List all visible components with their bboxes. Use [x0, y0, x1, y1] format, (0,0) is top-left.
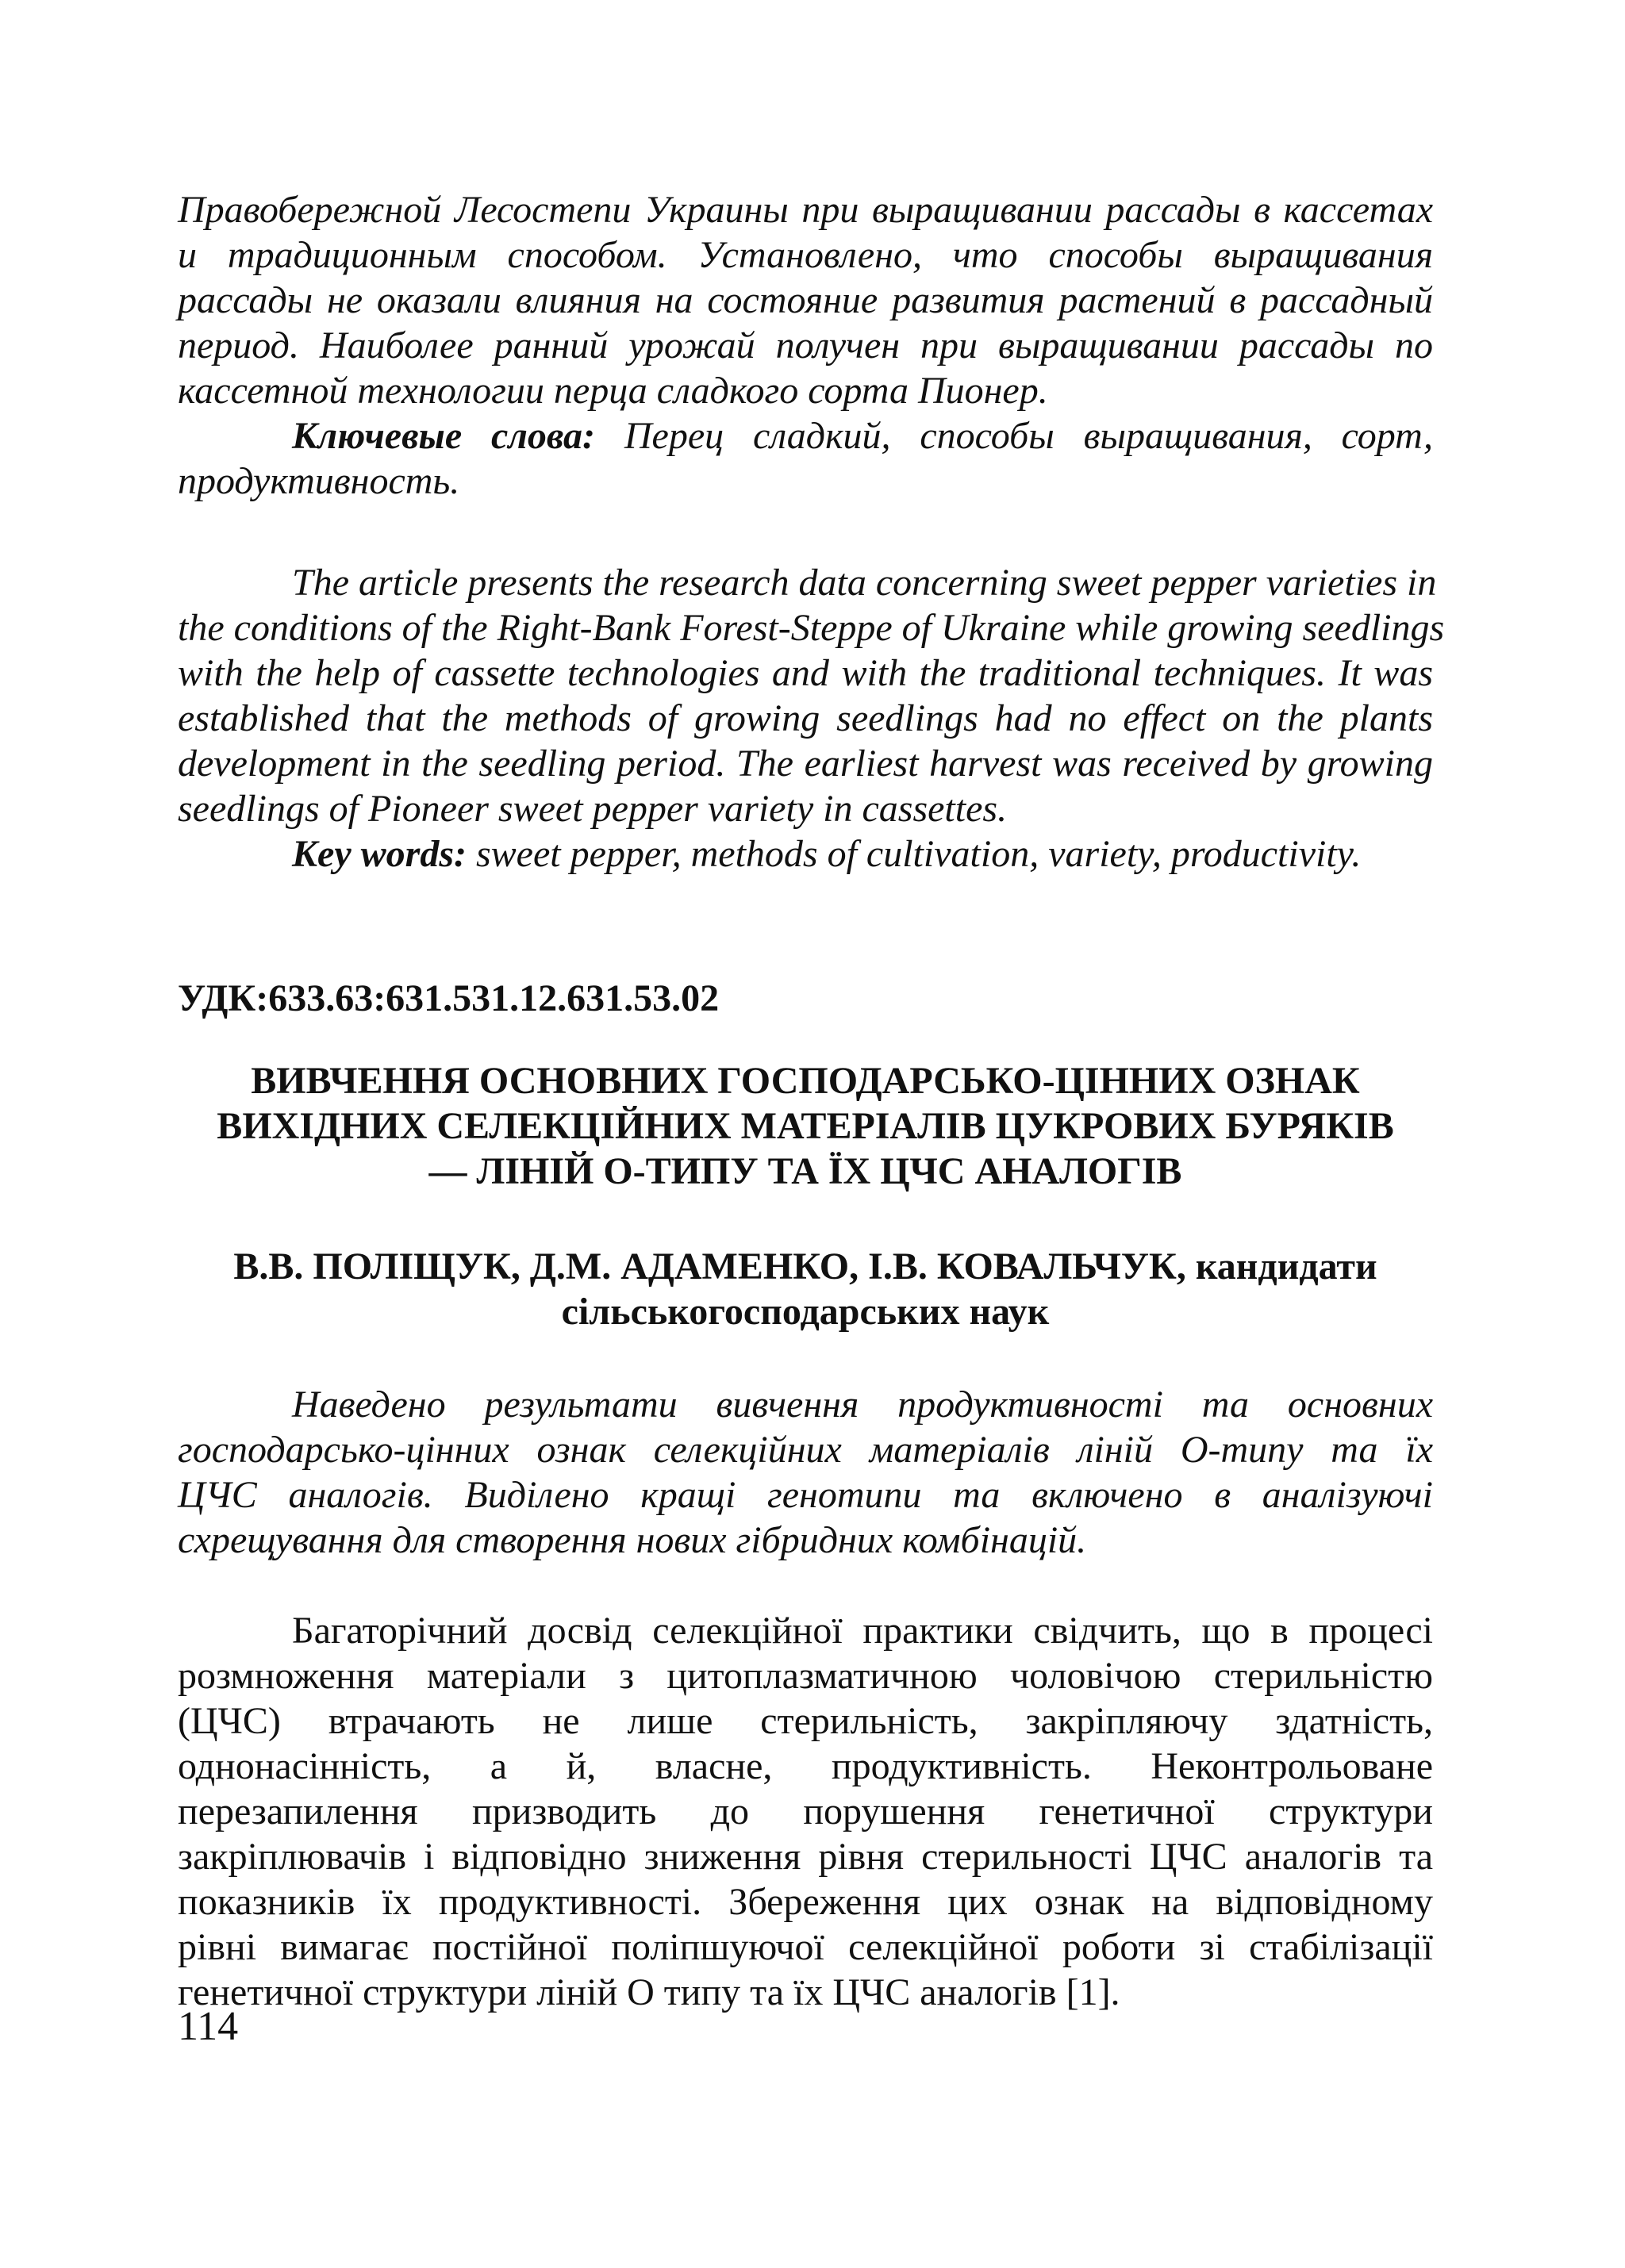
authors-line: сільськогосподарських наук [561, 1291, 1050, 1333]
ru-abstract-line: Правобережной Лесостепи Украины при выращивании рассады в кассетах [178, 189, 1433, 231]
en-abstract-line: seedlings of Pioneer sweet pepper variety in cassettes. [178, 788, 1008, 830]
ru-keywords-continuation: продуктивность. [178, 460, 460, 502]
ua-abstract-line: господарсько-цінних ознак селекційних матеріалів ліній О-типу та їх [178, 1429, 1433, 1471]
article-title-line: — ЛІНІЙ О-ТИПУ ТА ЇХ ЦЧС АНАЛОГІВ [428, 1150, 1182, 1192]
ua-abstract [178, 1382, 1433, 1563]
ru-abstract-line: период. Наиболее ранний урожай получен при выращивании рассады по [178, 324, 1433, 366]
body-line: розмноження матеріали з цитоплазматичною чоловічою стерильністю [178, 1655, 1433, 1697]
ua-abstract-line: ЦЧС аналогів. Виділено кращі генотипи та включено в аналізуючі [178, 1474, 1433, 1516]
ru-abstract-line: и традиционным способом. Установлено, что способы выращивания [178, 234, 1433, 276]
ru-keywords [178, 413, 1433, 459]
en-abstract-line: established that the methods of growing seedlings had no effect on the plants [178, 697, 1433, 739]
body-line: рівні вимагає постійної поліпшуючої селекційної роботи зі стабілізації [178, 1926, 1433, 1968]
page-number: 114 [178, 2004, 239, 2049]
ua-abstract-line: схрещування для створення нових гібридних комбінацій. [178, 1519, 1087, 1561]
body-paragraph [178, 1608, 1433, 2015]
en-abstract-line: the conditions of the Right-Bank Forest-Steppe of Ukraine while growing seedlings [178, 607, 1445, 649]
udc-code: УДК:633.63:631.531.12.631.53.02 [178, 977, 720, 1019]
en-abstract [178, 560, 1445, 877]
udc-code-block [178, 976, 1433, 1021]
body-line: перезапилення призводить до порушення генетичної структури [178, 1790, 1433, 1832]
authors [178, 1244, 1433, 1334]
authors-line: В.В. ПОЛІЩУК, Д.М. АДАМЕНКО, І.В. КОВАЛЬЧУК, кандидати [233, 1245, 1377, 1288]
ru-abstract-line: рассады не оказали влияния на состояние развития растений в рассадный [178, 279, 1433, 321]
body-line: (ЦЧС) втрачають не лише стерильність, закріпляючу здатність, [178, 1700, 1433, 1742]
body-line: закріплювачів і відповідно зниження рівня стерильності ЦЧС аналогів та [178, 1836, 1433, 1878]
en-abstract-line: development in the seedling period. The earliest harvest was received by growing [178, 743, 1433, 785]
article-title-line: ВИХІДНИХ СЕЛЕКЦІЙНИХ МАТЕРІАЛІВ ЦУКРОВИХ БУРЯКІВ [217, 1105, 1394, 1147]
en-abstract-line: with the help of cassette technologies and with the traditional techniques. It was [178, 652, 1433, 694]
ru-abstract-line: кассетной технологии перца сладкого сорта Пионер. [178, 370, 1048, 412]
ru-abstract [178, 187, 1433, 504]
ua-abstract-line: Наведено результати вивчення продуктивності та основних [292, 1383, 1433, 1426]
body-line: показників їх продуктивності. Збереження цих ознак на відповідному [178, 1881, 1433, 1923]
article-title-line: ВИВЧЕННЯ ОСНОВНИХ ГОСПОДАРСЬКО-ЦІННИХ ОЗНАК [251, 1060, 1360, 1102]
body-line: Багаторічний досвід селекційної практики свідчить, що в процесі [292, 1610, 1433, 1652]
en-abstract-line: The article presents the research data concerning sweet pepper varieties in [292, 562, 1437, 604]
body-line: генетичної структури ліній О типу та їх ЦЧС аналогів [1]. [178, 1971, 1120, 2013]
en-keywords [178, 831, 1433, 877]
article-title [178, 1058, 1433, 1194]
ru-keywords-text: Перец сладкий, способы выращивания, сорт, [595, 415, 1434, 457]
body-line: однонасінність, а й, власне, продуктивність. Неконтрольоване [178, 1745, 1433, 1787]
en-keywords-text: sweet pepper, methods of cultivation, variety, productivity. [466, 833, 1362, 875]
en-keywords-label: Key words: [292, 833, 467, 875]
ru-keywords-label: Ключевые слова: [292, 415, 596, 457]
